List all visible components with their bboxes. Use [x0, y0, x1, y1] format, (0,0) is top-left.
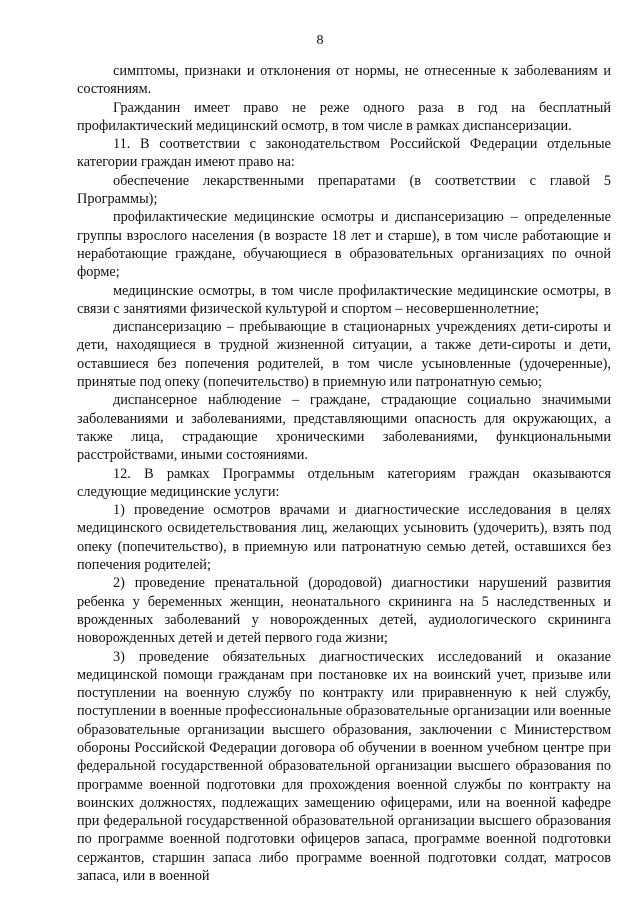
- paragraph-orphans-screening: диспансеризацию – пребывающие в стационарных учреждениях дети-сироты и дети, находящиеся в трудной жизненной ситуации, а также дети-сироты и дети, оставшиеся без попечения родителей, в том числе усыновленные (удочеренные), принятые под опеку (попечительство) в приемную или патронатную семью;: [77, 319, 611, 391]
- page-number: 8: [316, 33, 324, 48]
- paragraph-subitem-1: 1) проведение осмотров врачами и диагностические исследования в целях медицинского освидетельствования лиц, желающих усыновить (удочерить), взять под опеку (попечительство), в приемную или патронатную семью детей, оставшихся без попечения родителей;: [77, 502, 611, 574]
- paragraph-symptoms-continuation: симптомы, признаки и отклонения от нормы, не отнесенные к заболеваниям и состояниям.: [77, 63, 611, 98]
- paragraph-subitem-3: 3) проведение обязательных диагностических исследований и оказание медицинской помощи гражданам при постановке их на воинский учет, призыве или поступлении на военную службу по контракту или приравненную к ней службу, поступлении в военные профессиональные образовательные организации или военные образовательные организации высшего образования, заключении с Министерством обороны Российской Федерации договора об обучении в военном учебном центре при федеральной государственной образовательной организации высшего образования по программе военной подготовки для прохождения военной службы по контракту на воинских должностях, подлежащих замещению офицерами, или на военной кафедре при федеральной государственной образовательной организации высшего образования по программе военной подготовки офицеров запаса, программе военной подготовки сержантов, старшин запаса либо программе военной подготовки солдат, матросов запаса, или в военной: [77, 648, 611, 885]
- paragraph-subitem-2: 2) проведение пренатальной (дородовой) диагностики нарушений развития ребенка у беременных женщин, неонатального скрининга на 5 наследственных и врожденных заболеваний у новорожденных детей, аудиологического скрининга новорожденных детей и детей первого года жизни;: [77, 575, 611, 647]
- paragraph-dispensary-observation: диспансерное наблюдение – граждане, страдающие социально значимыми заболеваниями и заболеваниями, представляющими опасность для окружающих, а также лица, страдающие хроническими заболеваниями, функциональными расстройствами, иными состояниями.: [77, 392, 611, 464]
- paragraph-sports-exams-minors: медицинские осмотры, в том числе профилактические медицинские осмотры, в связи с занятиями физической культурой и спортом – несовершеннолетние;: [77, 282, 611, 317]
- paragraph-preventive-exams-adults: профилактические медицинские осмотры и диспансеризацию – определенные группы взрослого населения (в возрасте 18 лет и старше), в том числе работающие и неработающие граждане, обучающиеся в образовательных организациях по очной форме;: [77, 209, 611, 281]
- paragraph-item-11: 11. В соответствии с законодательством Российской Федерации отдельные категории граждан имеют право на:: [77, 136, 611, 171]
- paragraph-item-12: 12. В рамках Программы отдельным категориям граждан оказываются следующие медицинские услуги:: [77, 465, 611, 500]
- document-body: [77, 62, 611, 885]
- paragraph-annual-checkup-right: Гражданин имеет право не реже одного раза в год на бесплатный профилактический медицинский осмотр, в том числе в рамках диспансеризации.: [77, 99, 611, 134]
- paragraph-drug-provision: обеспечение лекарственными препаратами (в соответствии с главой 5 Программы);: [77, 172, 611, 208]
